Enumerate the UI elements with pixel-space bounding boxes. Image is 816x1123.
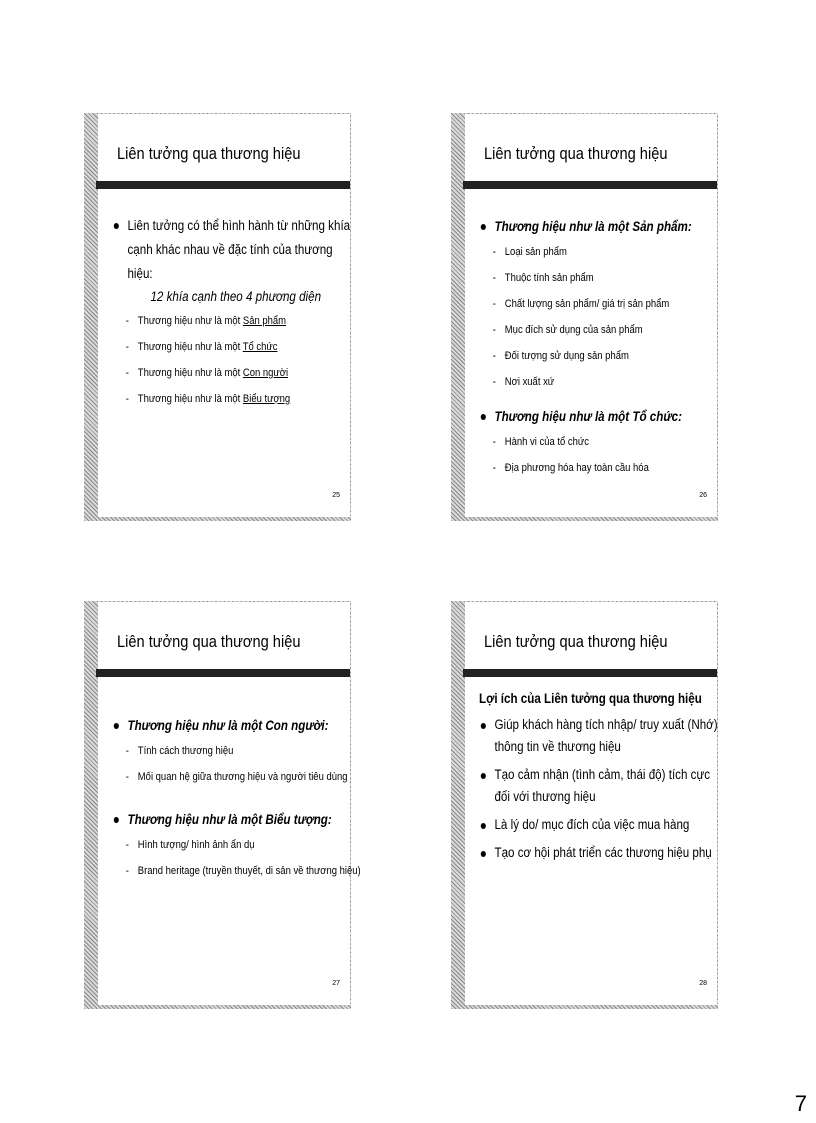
slide-title: Liên tưởng qua thương hiệu (117, 144, 301, 163)
page-number: 7 (794, 1091, 807, 1116)
bullet-item: Tạo cơ hội phát triển các thương hiệu phụ (479, 842, 726, 864)
title-bar (96, 181, 350, 189)
sub-item: - Nơi xuất xứ (492, 376, 555, 388)
sub-item: - Thương hiệu như là một Sản phẩm (125, 315, 287, 327)
bullet-dot-icon (114, 817, 119, 823)
bullet-dot-icon (114, 723, 119, 729)
bullet-dot-icon (481, 773, 486, 779)
slide-body (465, 114, 717, 517)
bullet-dot-icon (481, 851, 486, 857)
title-bar (463, 669, 717, 677)
sub-item: - Chất lượng sản phẩm/ giá trị sản phẩm (492, 298, 670, 310)
slide-subtitle: 12 khía cạnh theo 4 phương diện (150, 289, 322, 304)
bullet-dot-icon (481, 723, 486, 729)
sub-item: - Thuộc tính sản phẩm (492, 272, 594, 284)
group-heading: Thương hiệu như là một Biểu tượng: (112, 808, 359, 832)
bullet-item: Tạo cảm nhận (tình cảm, thái độ) tích cực đối với thương hiệu (479, 764, 726, 808)
sub-item: - Mối quan hệ giữa thương hiệu và người tiêu dùng (125, 771, 348, 783)
sub-item: - Mục đích sử dụng của sản phẩm (492, 324, 643, 336)
sub-item: - Brand heritage (truyền thuyết, di sản về thương hiệu) (125, 865, 361, 877)
slide-number: 26 (699, 492, 707, 499)
bullet-intro: Liên tưởng có thể hình hành từ những khía cạnh khác nhau về đặc tính của thương hiệu: (112, 214, 359, 286)
slide-body (465, 602, 717, 1005)
sub-item: - Thương hiệu như là một Biểu tượng (125, 393, 291, 405)
bullet-dot-icon (481, 823, 486, 829)
slide-27 (84, 601, 361, 1009)
sub-item: - Hình tượng/ hình ảnh ẩn dụ (125, 839, 255, 851)
title-bar (96, 669, 350, 677)
bullet-item: Giúp khách hàng tích nhập/ truy xuất (Nhớ) thông tin về thương hiệu (479, 714, 726, 758)
slide-number: 28 (699, 980, 707, 987)
group-heading: Thương hiệu như là một Sản phẩm: (479, 215, 726, 239)
sub-item: - Loại sản phẩm (492, 246, 567, 258)
group-heading: Thương hiệu như là một Con người: (112, 714, 359, 738)
title-bar (463, 181, 717, 189)
sub-item: - Tính cách thương hiệu (125, 745, 234, 757)
slide-25 (84, 113, 351, 521)
slide-26 (451, 113, 718, 521)
slide-title: Liên tưởng qua thương hiệu (117, 632, 301, 651)
bullet-dot-icon (481, 414, 486, 420)
slide-title: Liên tưởng qua thương hiệu (484, 144, 668, 163)
section-heading: Lợi ích của Liên tưởng qua thương hiệu (479, 691, 702, 706)
sub-item: - Thương hiệu như là một Tổ chức (125, 341, 278, 353)
bullet-dot-icon (481, 224, 486, 230)
bullet-item: Là lý do/ mục đích của việc mua hàng (479, 814, 726, 836)
sub-item: - Thương hiệu như là một Con người (125, 367, 289, 379)
sub-item: - Hành vi của tổ chức (492, 436, 589, 448)
sub-item: - Địa phương hóa hay toàn cầu hóa (492, 462, 649, 474)
slide-body (98, 114, 350, 517)
slide-28 (451, 601, 718, 1009)
bullet-dot-icon (114, 223, 119, 229)
group-heading: Thương hiệu như là một Tổ chức: (479, 405, 726, 429)
slide-body (98, 602, 361, 1005)
slide-number: 27 (332, 980, 340, 987)
sub-item: - Đối tượng sử dụng sản phẩm (492, 350, 629, 362)
slide-number: 25 (332, 492, 340, 499)
slide-title: Liên tưởng qua thương hiệu (484, 632, 668, 651)
